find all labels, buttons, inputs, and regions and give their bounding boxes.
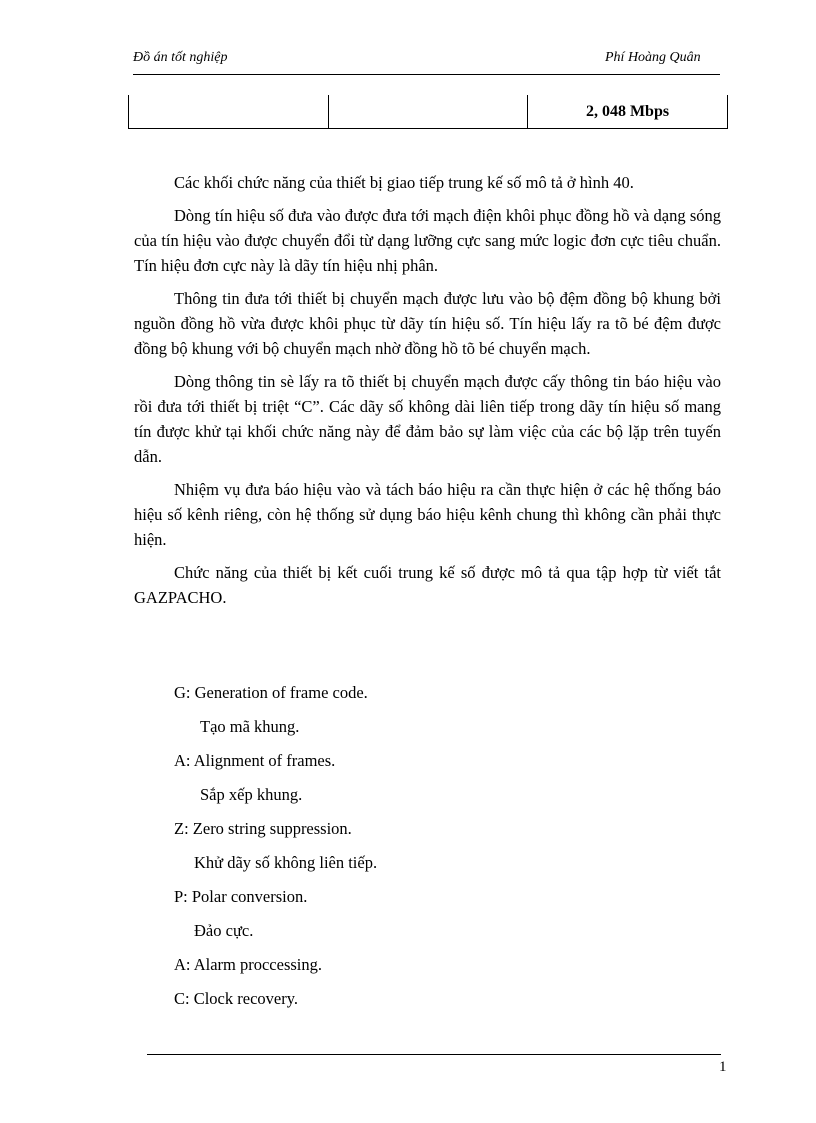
list-item-translation: Đảo cực. (194, 921, 254, 940)
body-text (134, 170, 721, 618)
list-item: A: Alignment of frames. (174, 751, 336, 770)
header-author: Phí Hoàng Quân (605, 50, 701, 65)
paragraph: Thông tin đưa tới thiết bị chuyển mạch được lưu vào bộ đệm đồng bộ khung bởi nguồn đồng hồ vừa được khôi phục từ dãy tín hiệu số. Tín hiệu lấy ra tõ bé đệm được đồng bộ khung với bộ chuyển mạch nhờ đồng hồ tõ bé chuyển mạch. (134, 289, 721, 358)
paragraph: Nhiệm vụ đưa báo hiệu vào và tách báo hiệu ra cần thực hiện ở các hệ thống báo hiệu số kênh riêng, còn hệ thống sử dụng báo hiệu kênh chung thì không cần phải thực hiện. (134, 480, 721, 549)
page-number: 1 (719, 1059, 727, 1075)
paragraph: Các khối chức năng của thiết bị giao tiếp trung kế số mô tả ở hình 40. (174, 173, 634, 192)
table-cell (129, 95, 329, 129)
list-item: C: Clock recovery. (174, 989, 299, 1008)
list-item: P: Polar conversion. (174, 887, 308, 906)
list-item: A: Alarm proccessing. (174, 955, 323, 974)
continued-table (128, 95, 728, 129)
paragraph: Dòng tín hiệu số đưa vào được đưa tới mạch điện khôi phục đồng hồ và dạng sóng của tín hiệu vào được chuyển đổi từ dạng lưỡng cực sang mức logic đơn cực tiêu chuẩn. Tín hiệu đơn cực này là dãy tín hiệu nhị phân. (134, 206, 721, 275)
header-divider (133, 74, 720, 75)
list-item: G: Generation of frame code. (174, 683, 368, 702)
paragraph: Dòng thông tin sè lấy ra tõ thiết bị chuyển mạch được cấy thông tin báo hiệu vào rồi đưa tới thiết bị triệt “C”. Các dãy số không dài liên tiếp trong dãy tín hiệu số mang tín được khử tại khối chức năng này để đảm bảo sự làm việc của các bộ lặp trên tuyến dẫn. (134, 372, 721, 466)
table-row (129, 95, 728, 129)
header-document-title: Đồ án tốt nghiệp (133, 50, 228, 65)
list-item: Z: Zero string suppression. (174, 819, 352, 838)
list-item-translation: Sắp xếp khung. (200, 785, 303, 804)
footer-divider (147, 1054, 721, 1055)
table-cell (329, 95, 528, 129)
paragraph: Chức năng của thiết bị kết cuối trung kế số được mô tả qua tập hợp từ viết tắt GAZPACHO. (134, 563, 721, 607)
list-item-translation: Tạo mã khung. (200, 717, 300, 736)
table-cell-bitrate: 2, 048 Mbps (528, 95, 728, 129)
list-item-translation: Khử dãy số không liên tiếp. (194, 853, 378, 872)
